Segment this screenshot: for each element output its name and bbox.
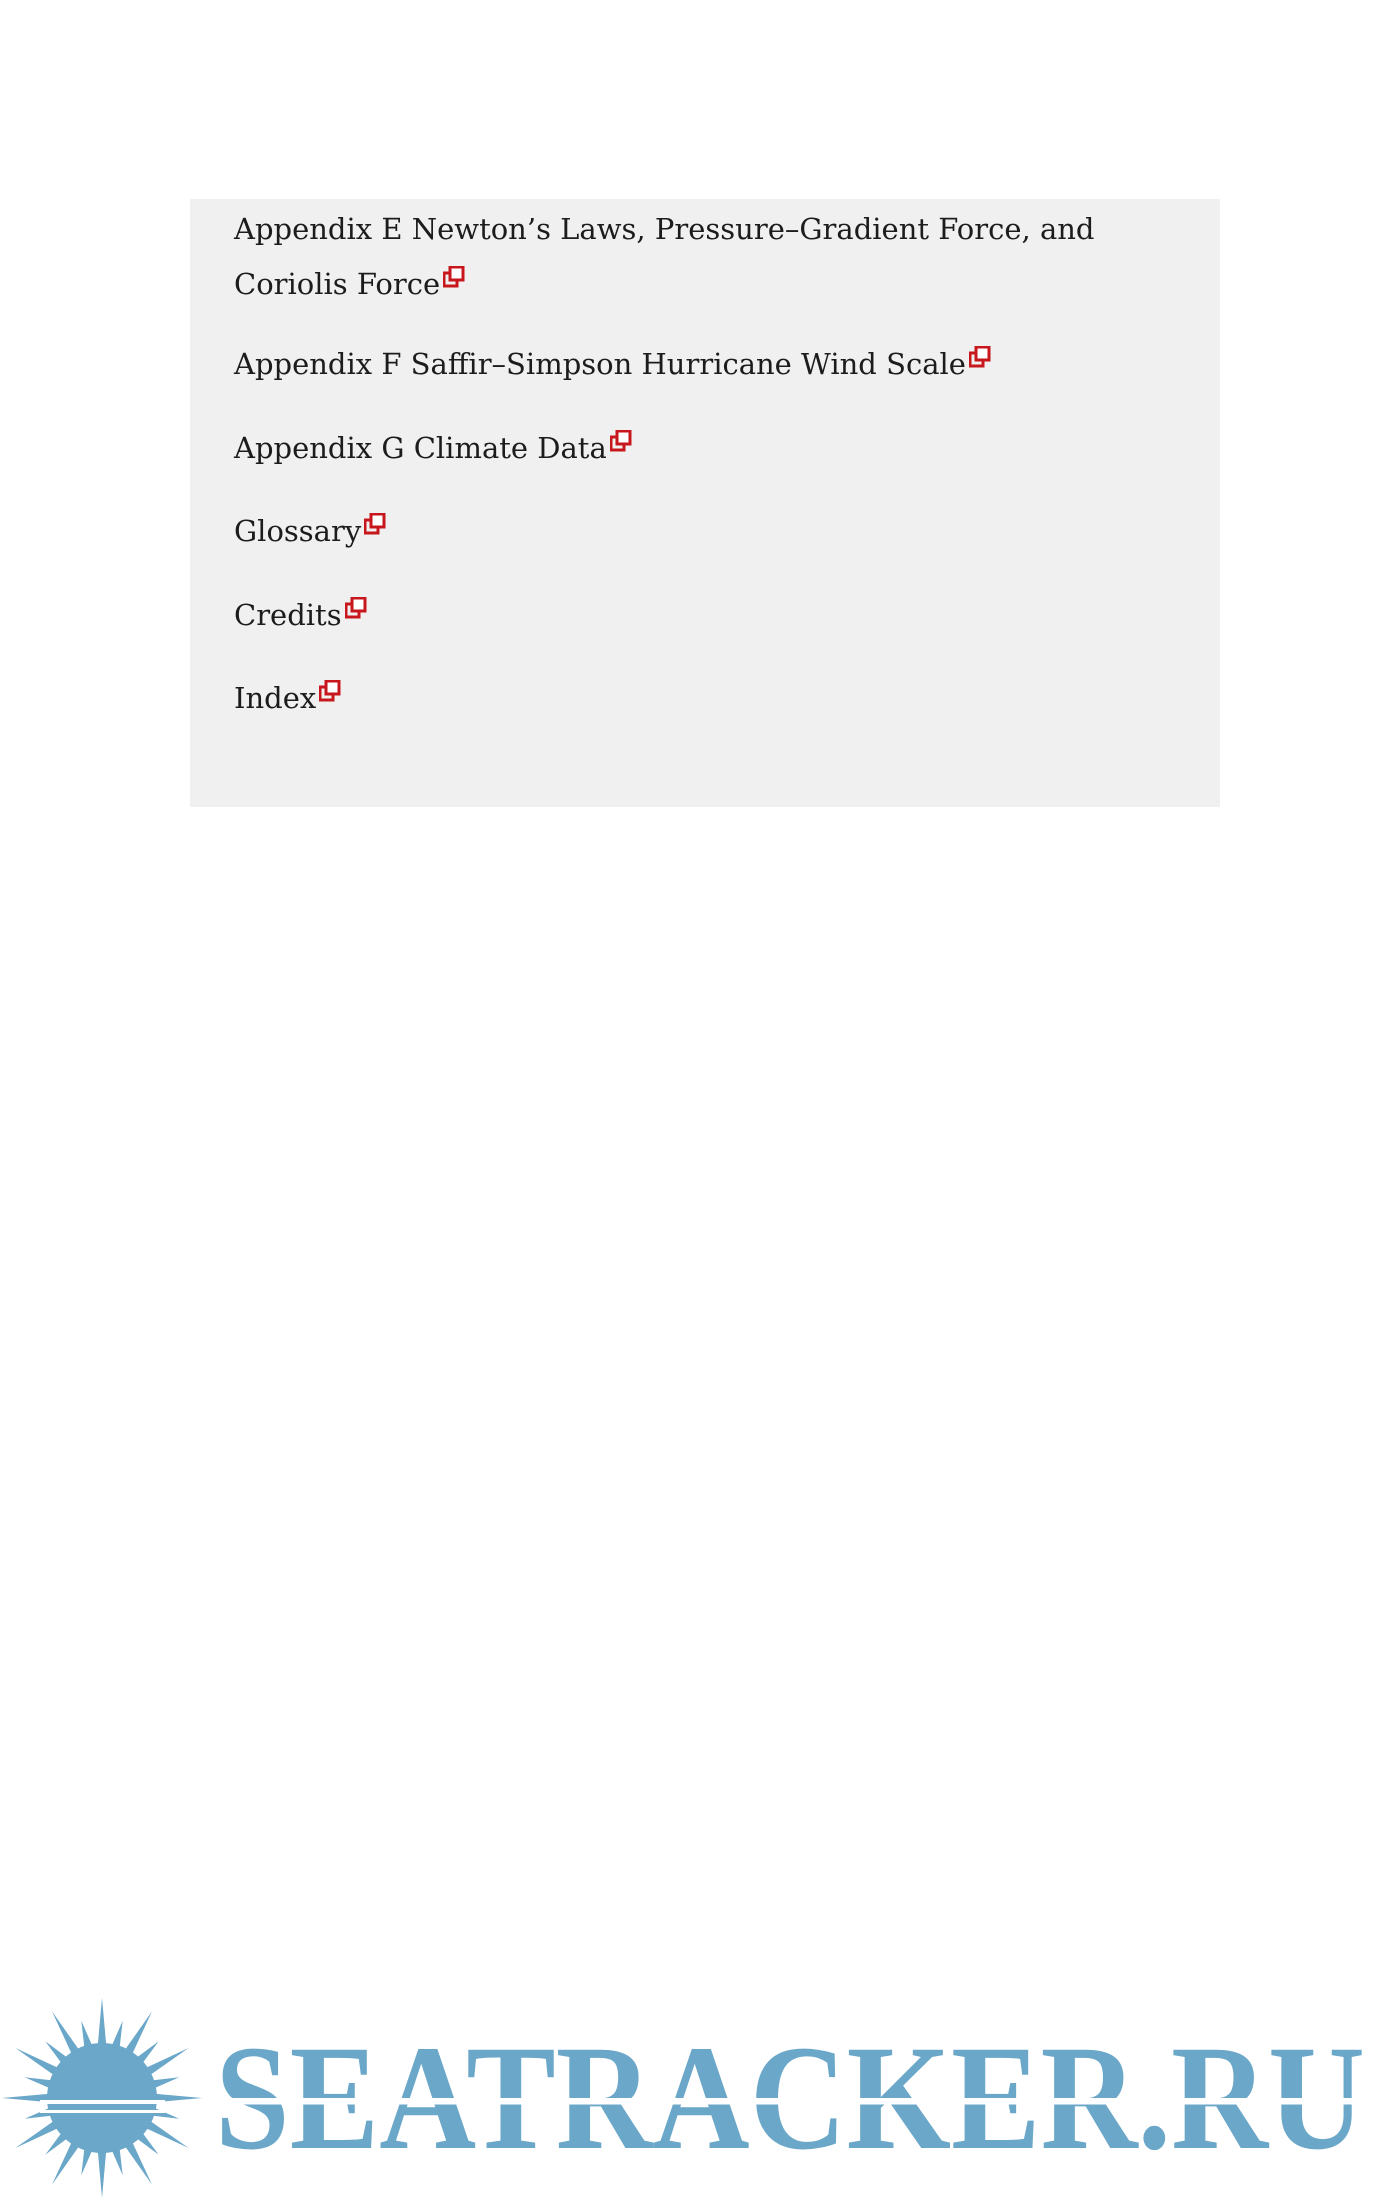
toc-item-label[interactable]: Index (234, 681, 317, 715)
watermark-banner (0, 1990, 1386, 2200)
sun-over-sea-icon (0, 1998, 205, 2198)
watermark-logo-text (215, 2014, 1375, 2170)
sun-ray (98, 1998, 107, 2048)
sun-ray (98, 2148, 107, 2198)
toc-item-appendix-e[interactable] (234, 202, 1194, 312)
external-link-icon[interactable] (610, 430, 632, 452)
toc-item-glossary[interactable] (234, 504, 386, 559)
external-link-icon[interactable] (443, 266, 465, 288)
toc-item-label[interactable]: Appendix F Saffir–Simpson Hurricane Wind Scale (234, 347, 966, 381)
toc-item-label[interactable]: Credits (234, 598, 342, 632)
toc-item-appendix-g[interactable] (234, 421, 632, 476)
external-link-icon[interactable] (969, 346, 991, 368)
toc-item-credits[interactable] (234, 588, 367, 643)
external-link-icon[interactable] (319, 680, 341, 702)
toc-item-label[interactable]: Glossary (234, 514, 362, 548)
toc-item-label[interactable]: Appendix G Climate Data (234, 431, 607, 465)
toc-item-label[interactable]: Appendix E Newton’s Laws, Pressure–Gradient Force, and Coriolis Force (234, 212, 1095, 301)
table-of-contents-panel (190, 199, 1220, 807)
external-link-icon[interactable] (364, 513, 386, 535)
external-link-icon[interactable] (345, 597, 367, 619)
toc-item-index[interactable] (234, 671, 341, 726)
brand-wordmark: SEATRACKER.RU (215, 2015, 1365, 2170)
toc-item-appendix-f[interactable] (234, 337, 991, 392)
